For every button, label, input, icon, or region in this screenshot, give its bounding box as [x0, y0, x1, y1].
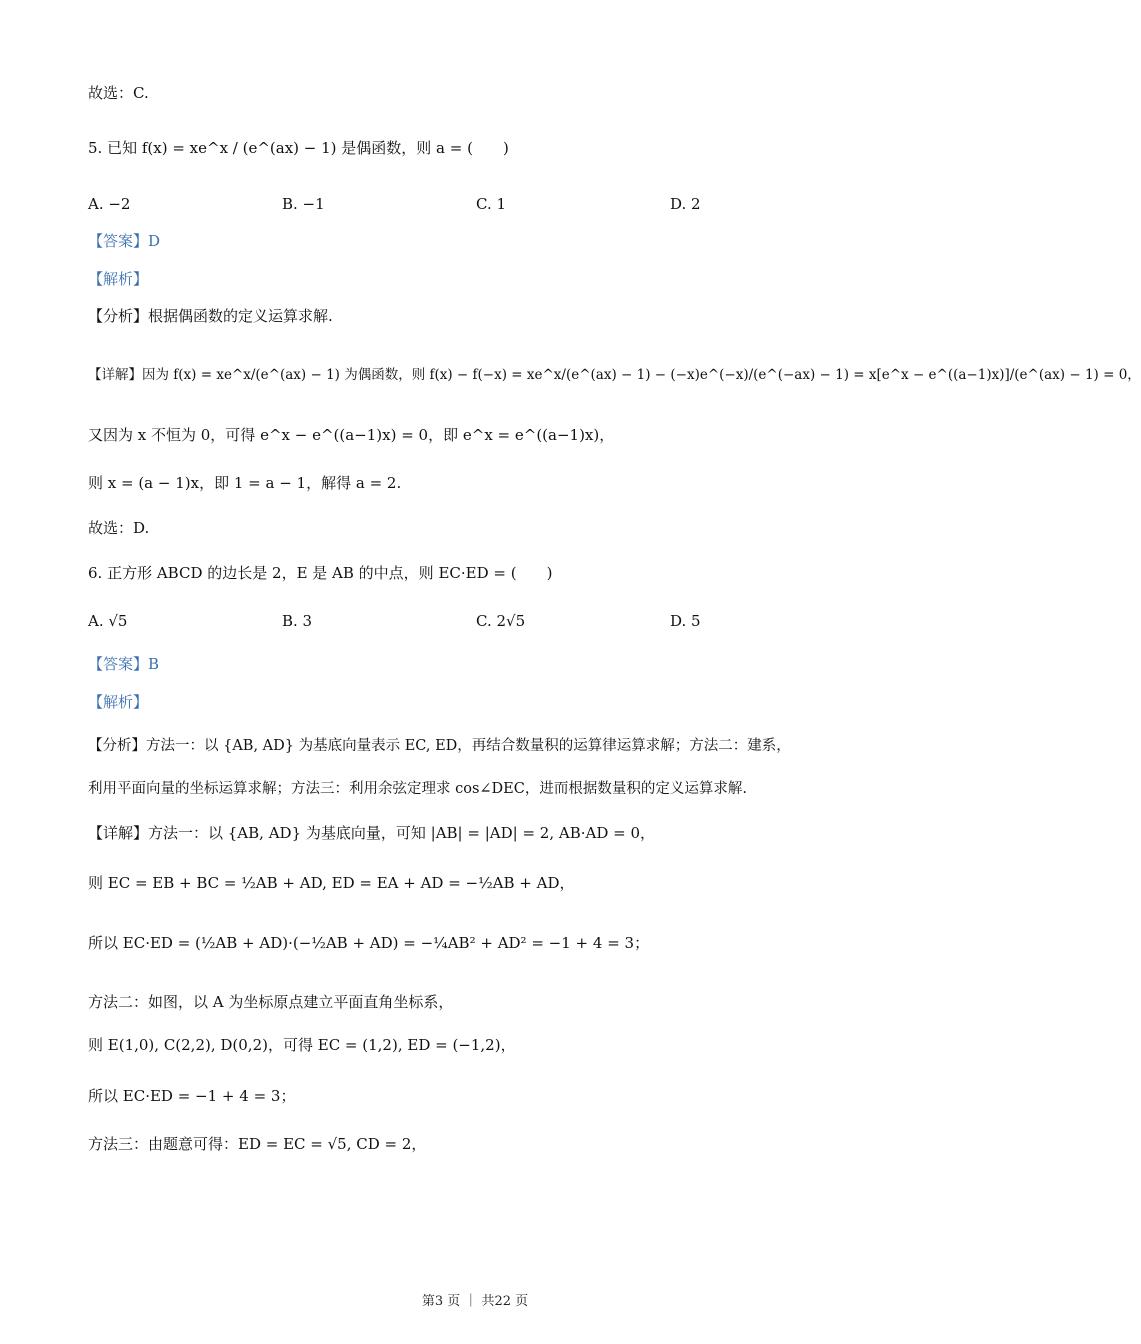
option-c: C. 1 — [476, 195, 507, 213]
solution-line: 则 E(1,0), C(2,2), D(0,2)，可得 EC = (1,2), ED = (−1,2)， — [88, 1036, 516, 1054]
option-a: A. √5 — [88, 612, 128, 630]
option-b: B. −1 — [282, 195, 325, 213]
analysis-summary: 【分析】方法一：以 {AB, AD} 为基底向量表示 EC, ED，再结合数量积的运算律运算求解；方法二：建系， — [88, 738, 791, 754]
analysis-label: 【解析】 — [88, 270, 149, 288]
option-a: A. −2 — [88, 195, 131, 213]
solution-line: 方法三：由题意可得：ED = EC = √5, CD = 2， — [88, 1135, 427, 1153]
solution-line: 【详解】方法一：以 {AB, AD} 为基底向量，可知 |AB| = |AD| = 2, AB·AD = 0， — [88, 824, 655, 842]
analysis-label: 【解析】 — [88, 693, 149, 711]
solution-line: 所以 EC·ED = −1 + 4 = 3； — [88, 1087, 296, 1105]
option-c: C. 2√5 — [476, 612, 526, 630]
text-line: 故选：C. — [88, 84, 149, 102]
answer-label: 【答案】D — [88, 232, 161, 250]
question-6-stem: 6. 正方形 ABCD 的边长是 2，E 是 AB 的中点，则 EC·ED = ( ) — [88, 564, 553, 582]
question-5-stem: 5. 已知 f(x) = xe^x / (e^(ax) − 1) 是偶函数，则 a = ( ) — [88, 139, 509, 157]
detailed-solution: 【详解】因为 f(x) = xe^x/(e^(ax) − 1) 为偶函数，则 f(x) − f(−x) = xe^x/(e^(ax) − 1) − (−x)e^(−x)/(e^(−ax) − 1) = x[e^x − e^((a−1)x)]/(e^(ax) − 1) = 0， — [88, 367, 1141, 383]
solution-line: 则 EC = EB + BC = ½AB + AD, ED = EA + AD = −½AB + AD， — [88, 874, 575, 892]
page-footer: 第3 页 ｜ 共22 页 — [421, 1294, 529, 1309]
solution-line: 所以 EC·ED = (½AB + AD)·(−½AB + AD) = −¼AB² + AD² = −1 + 4 = 3； — [88, 934, 650, 952]
option-d: D. 5 — [670, 612, 701, 630]
solution-line: 故选：D. — [88, 519, 150, 537]
option-d: D. 2 — [670, 195, 701, 213]
analysis-summary: 【分析】根据偶函数的定义运算求解. — [88, 307, 333, 325]
option-b: B. 3 — [282, 612, 313, 630]
analysis-summary: 利用平面向量的坐标运算求解；方法三：利用余弦定理求 cos∠DEC，进而根据数量积的定义运算求解. — [88, 781, 747, 797]
solution-line: 则 x = (a − 1)x，即 1 = a − 1，解得 a = 2. — [88, 474, 402, 492]
solution-line: 又因为 x 不恒为 0，可得 e^x − e^((a−1)x) = 0，即 e^x = e^((a−1)x)， — [88, 426, 615, 444]
answer-label: 【答案】B — [88, 655, 160, 673]
solution-line: 方法二：如图，以 A 为坐标原点建立平面直角坐标系， — [88, 993, 454, 1011]
